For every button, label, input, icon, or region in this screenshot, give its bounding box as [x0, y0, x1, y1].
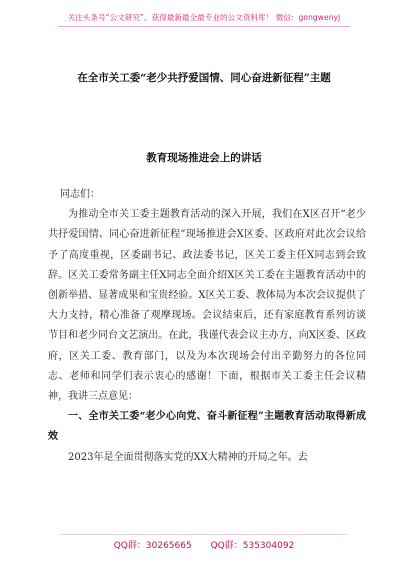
body-paragraph-1: 为推动全市关工委主题教育活动的深入开展，我们在X区召开“老少共抒爱国情、同心奋进新征程”现场推进会X区委、区政府对此次会议给予了高度重视，区委副书记、政法委书记，区关工委主任X同志到会致辞。区关工委常务副主任X同志全面介绍X区关工委在主题教育活动中的创新举措、显著成果和宝贵经验。X区关工委、教体局为本次会议提供了大力支持，精心准备了观摩现场。会议结束后，还有家庭教育系列访谈节目和老少同台文艺演出。在此，我谨代表会议主办方，向X区委、区政府，区关工委、教育部门，以及为本次现场会付出辛勤努力的各位同志、老师和同学们表示衷心的感谢！下面，根据市关工委主任会议精神，我讲三点意见： — [48, 209, 366, 403]
footer — [0, 538, 408, 551]
body-paragraph-2: 2023年是全面贯彻落实党的XX大精神的开局之年。去 — [68, 451, 308, 463]
footer-divider — [60, 534, 348, 535]
section-heading-1: 一、全市关工委“老少心向党、奋斗新征程”主题教育活动取得新成效 — [48, 411, 366, 443]
document-body — [48, 185, 366, 468]
document-title-line1: 在全市关工委“老少共抒爱国情、同心奋进新征程”主题 — [77, 72, 331, 84]
document-title-line2: 教育现场推进会上的讲话 — [146, 152, 262, 164]
header-divider — [58, 26, 350, 27]
greeting: 同志们： — [60, 189, 100, 200]
footer-qq-group-2: QQ群：535304092 — [210, 541, 295, 551]
header-promo-text: 关注头条号“公文研究”，获得最新最全最专业的公文资料库！ 微信：gongwenyj — [67, 13, 341, 22]
footer-qq-group-1: QQ群：30265665 — [113, 541, 192, 551]
